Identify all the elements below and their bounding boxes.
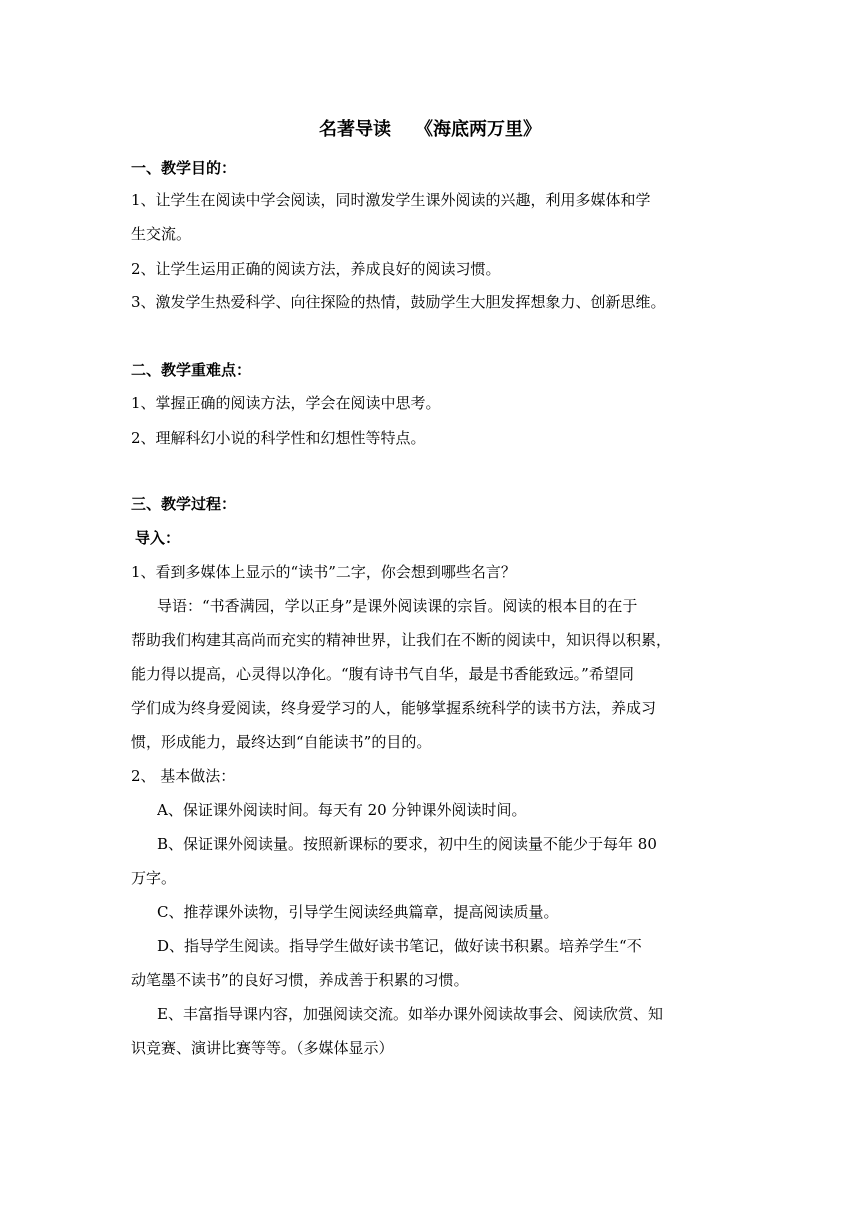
goals-item-3: 3、激发学生热爱科学、向往探险的热情，鼓励学生大胆发挥想象力、创新思维。 <box>131 293 666 311</box>
method-b: B、保证课外阅读量。按照新课标的要求，初中生的阅读量不能少于每年 80 <box>157 835 657 853</box>
process-question-1: 1、看到多媒体上显示的“读书”二字，你会想到哪些名言？ <box>131 563 516 581</box>
title-book: 《海底两万里》 <box>415 119 541 140</box>
method-a: A、保证课外阅读时间。每天有 20 分钟课外阅读时间。 <box>157 801 527 819</box>
goals-item-2: 2、让学生运用正确的阅读方法，养成良好的阅读习惯。 <box>131 260 501 278</box>
lead-line-4: 学们成为终身爱阅读，终身爱学习的人，能够掌握系统科学的读书方法，养成习 <box>131 699 657 717</box>
document-title <box>0 118 860 142</box>
section-goals-heading: 一、教学目的： <box>131 159 237 177</box>
section-key-points-heading: 二、教学重难点： <box>131 361 252 379</box>
goals-item-1: 1、让学生在阅读中学会阅读，同时激发学生课外阅读的兴趣，利用多媒体和学 <box>131 191 651 209</box>
goals-item-1-cont: 生交流。 <box>131 225 192 243</box>
process-intro-label: 导入： <box>135 529 181 547</box>
section-process-heading: 三、教学过程： <box>131 495 237 513</box>
process-method-label: 2、 基本做法： <box>131 767 236 785</box>
method-e: E、丰富指导课内容，加强阅读交流。如举办课外阅读故事会、阅读欣赏、知 <box>157 1005 663 1023</box>
key-points-item-2: 2、理解科幻小说的科学性和幻想性等特点。 <box>131 429 426 447</box>
method-b-cont: 万字。 <box>131 869 177 887</box>
title-prefix: 名著导读 <box>319 119 391 140</box>
method-c: C、推荐课外读物，引导学生阅读经典篇章，提高阅读质量。 <box>157 903 559 921</box>
method-d-cont: 动笔墨不读书”的良好习惯，养成善于积累的习惯。 <box>131 971 469 989</box>
lead-line-2: 帮助我们构建其高尚而充实的精神世界，让我们在不断的阅读中，知识得以积累， <box>131 631 672 649</box>
lead-line-1: 导语：“书香满园，学以正身”是课外阅读课的宗旨。阅读的根本目的在于 <box>157 597 638 615</box>
method-e-cont: 识竞赛、演讲比赛等等。（多媒体显示） <box>131 1039 394 1057</box>
lead-line-3: 能力得以提高，心灵得以净化。“腹有诗书气自华，最是书香能致远。”希望同 <box>131 665 634 683</box>
key-points-item-1: 1、掌握正确的阅读方法，学会在阅读中思考。 <box>131 394 441 412</box>
lead-line-5: 惯，形成能力，最终达到“自能读书”的目的。 <box>131 733 432 751</box>
method-d: D、指导学生阅读。指导学生做好读书笔记，做好读书积累。培养学生“不 <box>157 937 642 955</box>
